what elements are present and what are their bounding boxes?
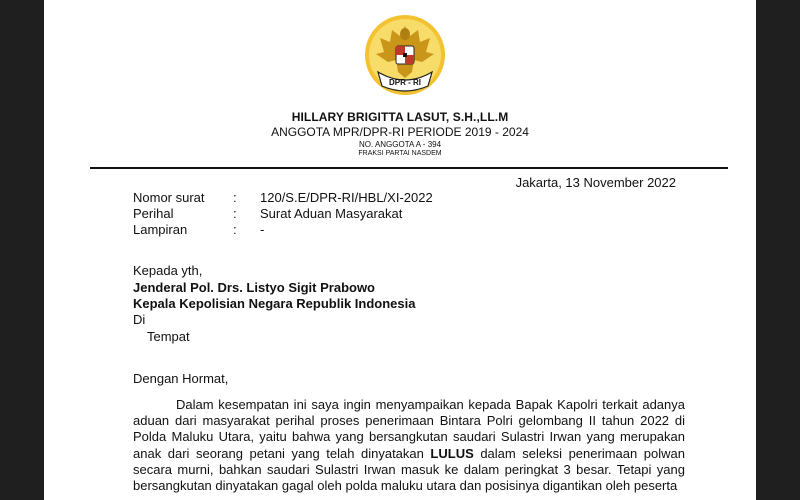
recipient-greeting: Kepada yth,	[133, 263, 203, 278]
meta-label: Nomor surat	[133, 190, 205, 205]
letter-date: Jakarta, 13 November 2022	[515, 175, 676, 190]
meta-value: 120/S.E/DPR-RI/HBL/XI-2022	[260, 190, 433, 205]
garuda-emblem-icon	[362, 12, 448, 102]
meta-value: Surat Aduan Masyarakat	[260, 206, 403, 221]
letterhead-member-number: NO. ANGGOTA A - 394	[358, 140, 442, 149]
letterhead-name: HILLARY BRIGITTA LASUT, S.H.,LL.M	[291, 110, 509, 124]
letterhead-member-of: ANGGOTA MPR/DPR-RI PERIODE 2019 - 2024	[271, 125, 529, 139]
meta-colon: :	[233, 206, 237, 221]
meta-colon: :	[233, 222, 237, 237]
meta-colon: :	[233, 190, 237, 205]
meta-label: Perihal	[133, 206, 174, 221]
recipient-di: Di	[133, 312, 146, 327]
body-text-part1: Dalam kesempatan ini saya ingin menyampaikan kepada Bapak Kapolri terkait adanya aduan dari masyarakat perihal proses penerimaan Bintara Polri gelombang II tahun 2022 di Polda Maluku Utara, yaitu bahwa yang bersangkutan saudari Sulastri Irwan yang merupakan anak dari seorang petani yang telah dinyatakan	[133, 397, 685, 461]
letterhead-divider	[90, 167, 728, 169]
body-paragraph	[133, 397, 685, 494]
recipient-title: Kepala Kepolisian Negara Republik Indonesia	[133, 296, 416, 311]
salutation: Dengan Hormat,	[133, 371, 229, 386]
letterhead-faction: FRAKSI PARTAI NASDEM	[358, 150, 442, 157]
body-emphasis: LULUS	[430, 445, 474, 461]
recipient-name: Jenderal Pol. Drs. Listyo Sigit Prabowo	[133, 280, 375, 295]
meta-label: Lampiran	[133, 222, 188, 237]
body-text-part2: dalam seleksi penerimaan polwan secara murni, bahkan saudari Sulastri Irwan masuk ke dalam peringkat 3 besar. Tetapi yang bersangkutan dinyatakan gagal oleh polda maluku utara dan posisinya digantikan oleh peserta	[133, 445, 685, 494]
meta-value: -	[260, 222, 265, 237]
recipient-place: Tempat	[147, 329, 190, 344]
letter-page	[44, 0, 756, 500]
emblem-banner-text: DPR - RI	[389, 78, 421, 87]
